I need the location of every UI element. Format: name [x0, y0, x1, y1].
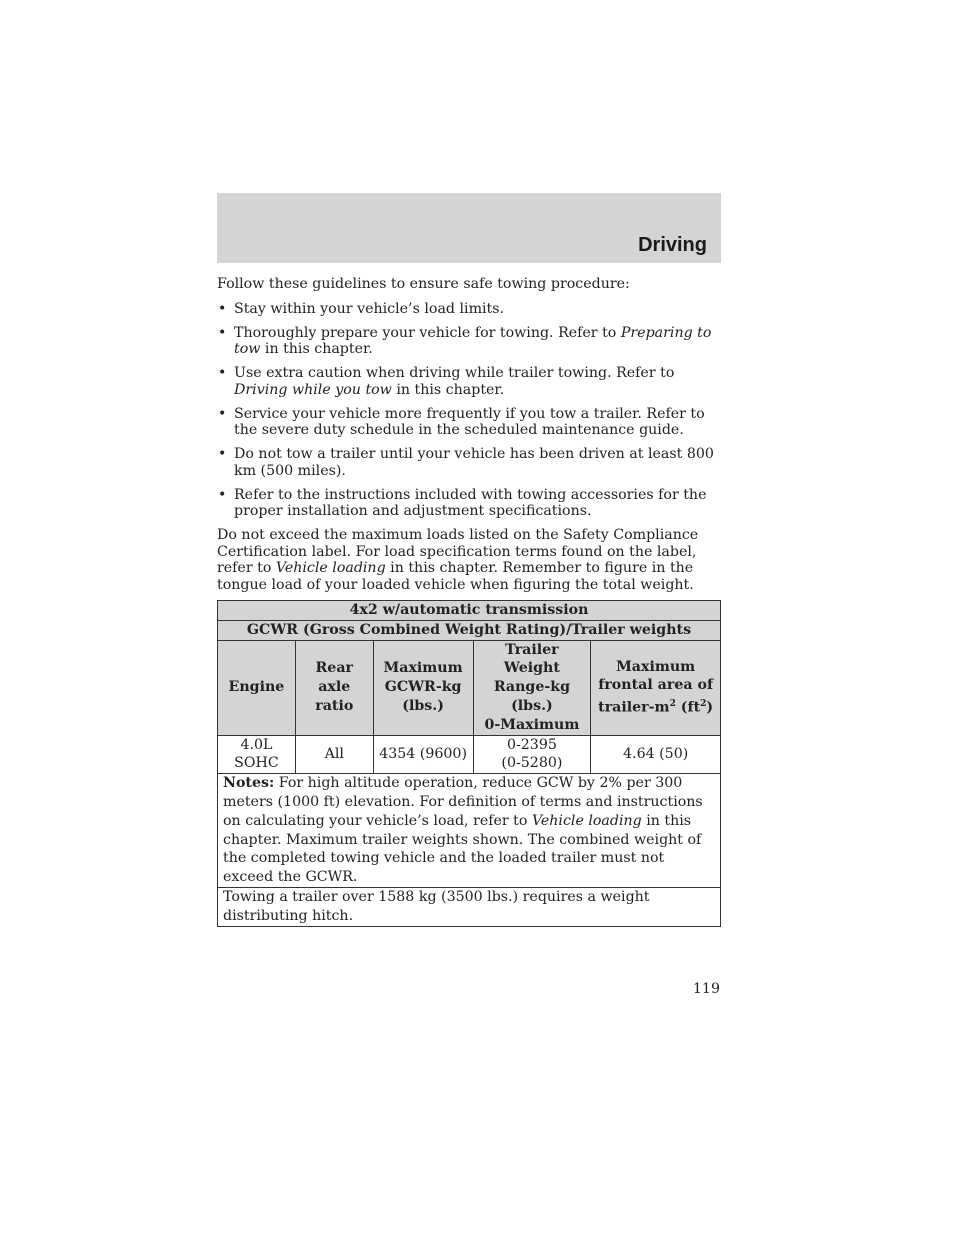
- list-item: [217, 406, 721, 439]
- superscript: 2: [700, 699, 707, 710]
- header-frontal-area: [591, 640, 721, 735]
- intro-text: Follow these guidelines to ensure safe towing procedure:: [217, 276, 630, 292]
- list-item-text: in this chapter.: [260, 341, 373, 357]
- towing-table: [217, 600, 721, 927]
- notes-text: in this chapter. Maximum trailer weights shown. The combined weight of the completed towing vehicle and the loaded trailer must not exceed the GCWR.: [223, 812, 702, 886]
- header-line: GCWR-kg: [384, 679, 462, 696]
- list-item: [217, 446, 721, 479]
- footnote-cell: Towing a trailer over 1588 kg (3500 lbs.) requires a weight distributing hitch.: [218, 887, 721, 926]
- header-line: ratio: [315, 697, 354, 714]
- header-rear-axle: [295, 640, 373, 735]
- table-header-row: [218, 640, 721, 735]
- table-subtitle: GCWR (Gross Combined Weight Rating)/Trailer weights: [218, 620, 721, 640]
- notes-label: Notes:: [223, 775, 275, 792]
- footnote-row: [218, 887, 721, 926]
- list-item: [217, 487, 721, 520]
- table-title-row: [218, 601, 721, 621]
- header-line: (lbs.): [402, 697, 444, 714]
- notes-cell: [218, 774, 721, 888]
- paragraph-text: in this chapter. Remember to figure in the tongue load of your loaded vehicle when figuring the total weight.: [217, 560, 694, 593]
- cell-axle: All: [295, 735, 373, 774]
- cross-reference: Preparing to tow: [234, 324, 712, 357]
- list-item: [217, 365, 721, 398]
- list-item: [217, 301, 721, 318]
- cell-line: 0-2395: [506, 736, 557, 753]
- list-item-text: Thoroughly prepare your vehicle for towing. Refer to: [234, 324, 621, 341]
- load-paragraph: [217, 527, 721, 593]
- superscript: 2: [669, 699, 676, 710]
- header-line: Rear: [315, 660, 354, 677]
- cross-reference: Vehicle loading: [275, 560, 386, 576]
- header-line: Maximum: [616, 658, 696, 675]
- header-line: (ft: [675, 699, 701, 716]
- table-title: 4x2 w/automatic transmission: [218, 601, 721, 621]
- table-subtitle-row: [218, 620, 721, 640]
- header-line: frontal area of: [598, 677, 714, 694]
- header-line: Range-kg: [493, 679, 571, 696]
- header-line: ): [706, 699, 714, 716]
- cell-frontal: 4.64 (50): [591, 735, 721, 774]
- paragraph-text: Do not exceed the maximum loads listed on the Safety Compliance Certification label. For load specification terms found on the label, refer to: [217, 527, 699, 576]
- header-line: Trailer Weight: [503, 641, 560, 677]
- cell-engine: [218, 735, 296, 774]
- cell-trailer: [473, 735, 591, 774]
- notes-row: [218, 774, 721, 888]
- header-engine: Engine: [218, 640, 296, 735]
- list-item-text: Service your vehicle more frequently if you tow a trailer. Refer to the severe duty schedule in the scheduled maintenance guide.: [234, 405, 705, 438]
- page-number: 119: [692, 981, 720, 997]
- header-trailer-weight: [473, 640, 591, 735]
- header-gcwr: [373, 640, 473, 735]
- list-item-text: Refer to the instructions included with towing accessories for the proper installation and adjustment specifications.: [234, 486, 707, 519]
- cell-line: (0-5280): [501, 755, 563, 772]
- header-line: axle: [318, 679, 351, 696]
- cell-line: 4.0L: [240, 736, 273, 753]
- notes-text: For high altitude operation, reduce GCW by 2% per 300 meters (1000 ft) elevation. For definition of terms and instructions on calculating your vehicle’s load, refer to: [223, 775, 703, 829]
- guidelines-list: [217, 301, 721, 520]
- cross-reference: Vehicle loading: [531, 812, 642, 829]
- list-item-text: in this chapter.: [391, 381, 505, 398]
- section-header-band: [217, 193, 721, 263]
- header-line: Maximum: [383, 660, 463, 677]
- cell-line: SOHC: [234, 755, 279, 772]
- cell-gcwr: 4354 (9600): [373, 735, 473, 774]
- body-text: [217, 276, 721, 601]
- header-line: 0-Maximum: [484, 716, 580, 733]
- cross-reference: Driving while you tow: [234, 381, 392, 398]
- list-item-text: Use extra caution when driving while trailer towing. Refer to: [234, 365, 675, 381]
- list-item-text: Do not tow a trailer until your vehicle has been driven at least 800 km (500 miles).: [234, 446, 714, 479]
- list-item-text: Stay within your vehicle’s load limits.: [234, 300, 505, 317]
- header-line: trailer-m: [598, 699, 670, 716]
- header-line: (lbs.): [511, 697, 553, 714]
- section-title: Driving: [638, 234, 707, 256]
- list-item: [217, 325, 721, 358]
- table-row: [218, 735, 721, 774]
